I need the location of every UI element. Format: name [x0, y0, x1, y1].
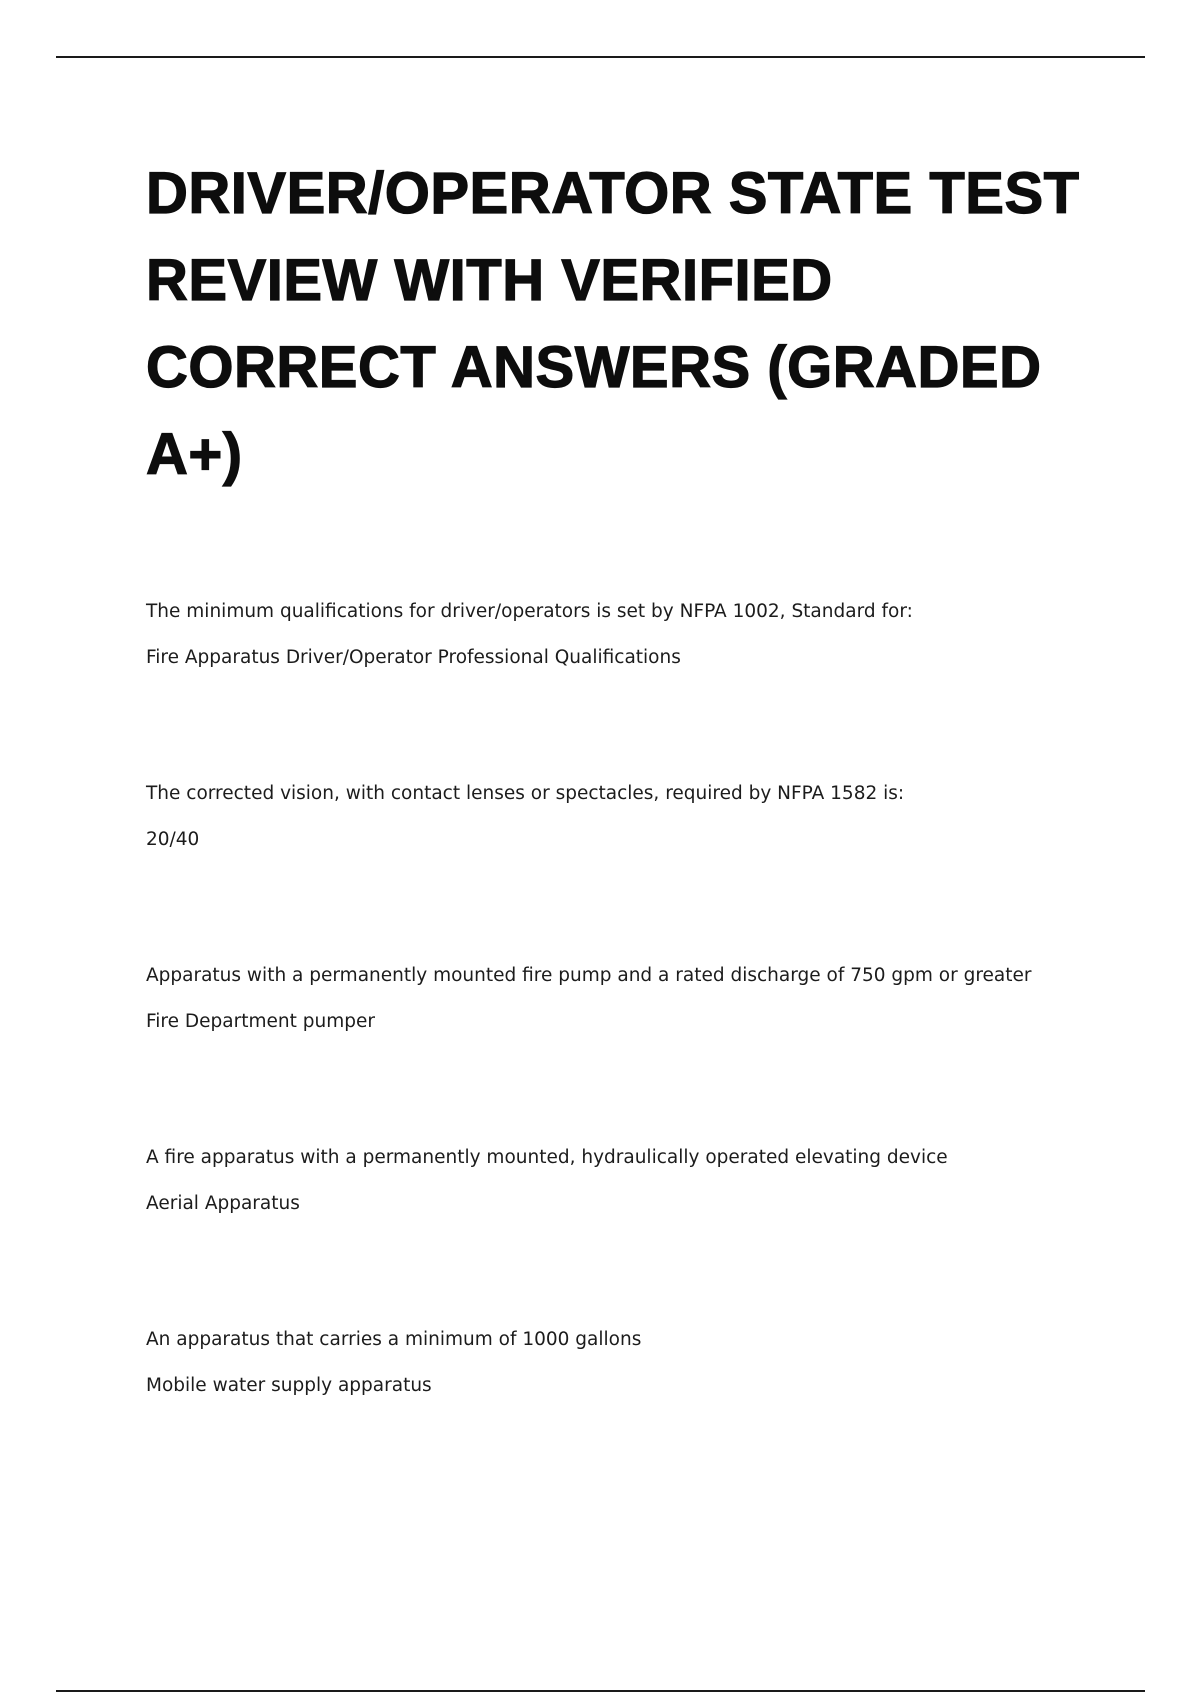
- answer-text: Mobile water supply apparatus: [146, 1375, 432, 1396]
- qa-item: [146, 771, 1106, 953]
- question-text: An apparatus that carries a minimum of 1000 gallons: [146, 1329, 642, 1350]
- answer-text: Fire Apparatus Driver/Operator Professional Qualifications: [146, 647, 681, 668]
- question-text: A fire apparatus with a permanently mounted, hydraulically operated elevating device: [146, 1147, 948, 1168]
- question-text: The minimum qualifications for driver/operators is set by NFPA 1002, Standard for:: [146, 601, 913, 622]
- top-rule: [56, 56, 1145, 58]
- qa-list: [146, 589, 1106, 1499]
- answer-text: Fire Department pumper: [146, 1011, 375, 1032]
- bottom-rule: [56, 1690, 1145, 1692]
- question-text: Apparatus with a permanently mounted fire pump and a rated discharge of 750 gpm or greater: [146, 965, 1032, 986]
- answer-text: 20/40: [146, 829, 200, 850]
- answer-text: Aerial Apparatus: [146, 1193, 300, 1214]
- qa-item: [146, 1317, 1106, 1499]
- question-text: The corrected vision, with contact lenses or spectacles, required by NFPA 1582 is:: [146, 783, 905, 804]
- document-body: [146, 150, 1106, 1499]
- document-title: DRIVER/OPERATOR STATE TEST REVIEW WITH VERIFIED CORRECT ANSWERS (GRADED A+): [146, 161, 1080, 487]
- qa-item: [146, 589, 1106, 771]
- qa-item: [146, 953, 1106, 1135]
- qa-item: [146, 1135, 1106, 1317]
